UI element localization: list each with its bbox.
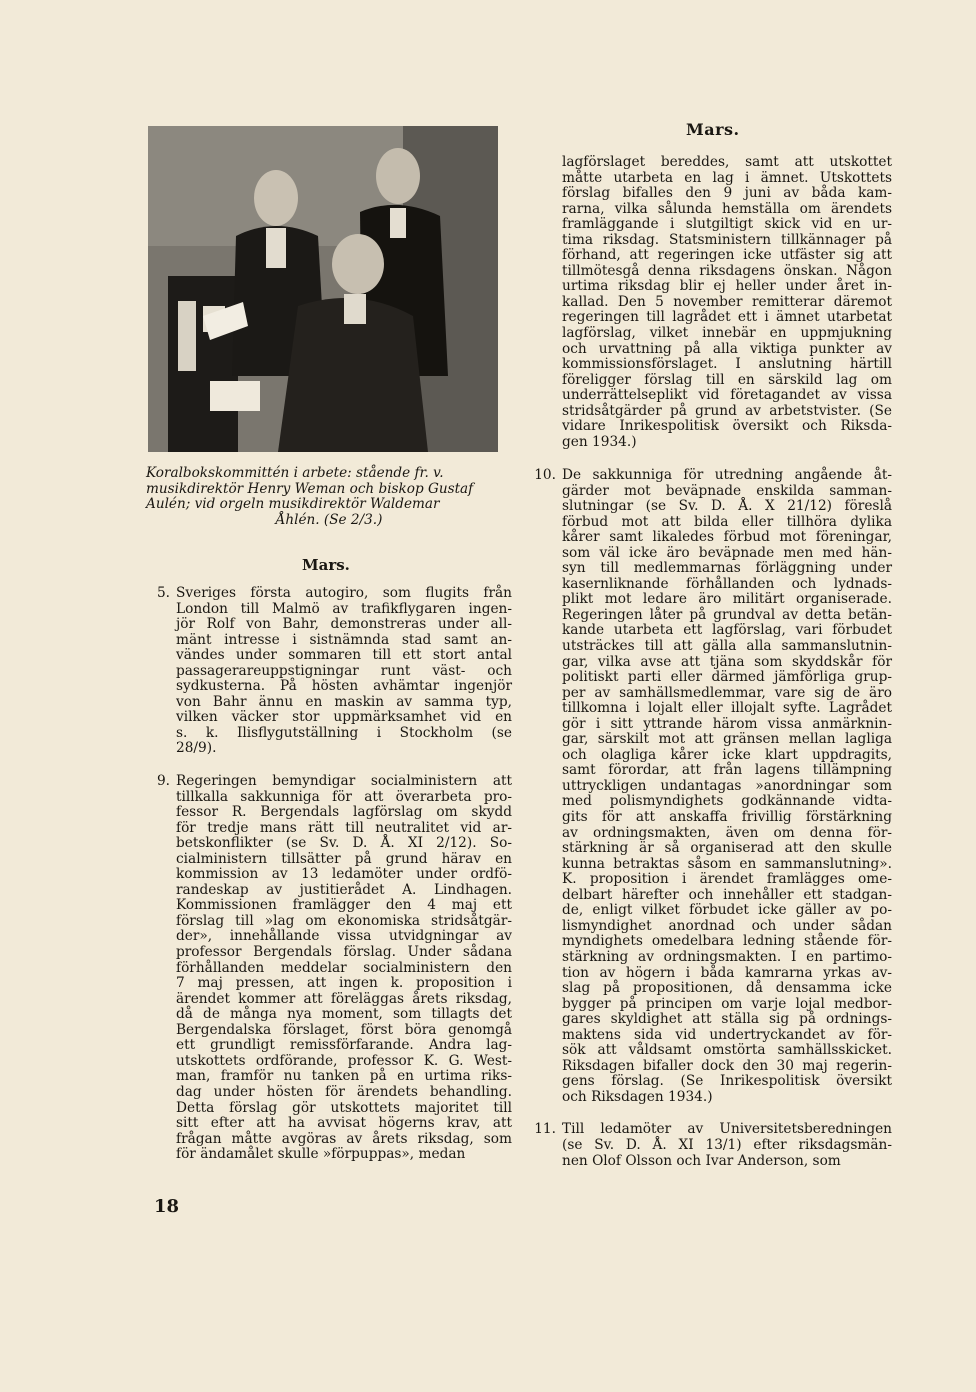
- text-line: för tredje mans rätt till neutralitet vid ar-: [176, 819, 512, 836]
- text-line: och Riksdagen 1934.): [562, 1088, 713, 1105]
- month-heading-left: Mars.: [302, 556, 350, 574]
- photo-caption: [146, 466, 512, 528]
- text-line: kommission av 13 ledamöter under ordfö-: [176, 866, 512, 883]
- text-line: fessor R. Bergendals lagförslag om skydd: [176, 804, 512, 821]
- caption-line: Åhlén. (Se 2/3.): [275, 511, 383, 528]
- text-line: professor Bergendals förslag. Under sådana: [176, 944, 512, 961]
- text-line: urtima riksdag blir ej heller under året in-: [562, 278, 892, 295]
- text-line: och urvattning på alla viktiga punkter av: [562, 340, 892, 357]
- text-line: gör i sitt yttrande härom vissa anmärknin-: [562, 715, 892, 732]
- text-line: stärkning av ordningsmakten. I en partimo-: [562, 948, 892, 965]
- text-line: maktens sida vid undertryckandet av för-: [562, 1026, 892, 1043]
- text-line: och olagliga kårer icke klart uppdragits,: [562, 746, 892, 763]
- text-line: sök att våldsamt omstörta samhällsskicket.: [562, 1042, 892, 1059]
- text-line: gar, vilka avse att tjäna som skyddskår för: [562, 653, 892, 670]
- text-line: 28/9).: [176, 740, 217, 757]
- text-line: med polismyndighets godkännande vidta-: [562, 793, 892, 810]
- text-line: mänt intresse i sistnämnda stad samt an-: [176, 631, 512, 648]
- text-line: kommissionsförslaget. I anslutning härtill: [562, 356, 892, 373]
- text-line: myndighets omedelbara ledning stående för-: [562, 933, 892, 950]
- entry-date: 9.: [156, 773, 170, 790]
- text-line: Till ledamöter av Universitetsberedningen: [562, 1121, 892, 1138]
- text-line: plikt mot ledare äro militärt organiserade.: [562, 591, 892, 608]
- entry: [156, 773, 512, 1163]
- text-line: s. k. Ilisflygutställning i Stockholm (se: [176, 724, 512, 741]
- text-line: vidare Inrikespolitisk översikt och Riksda-: [562, 418, 892, 435]
- text-line: jör Rolf von Bahr, demonstreras under all-: [176, 616, 512, 633]
- text-line: ärendet kommer att föreläggas årets riksdag,: [176, 990, 512, 1007]
- text-line: man, framför nu tanken på en urtima riks-: [176, 1068, 512, 1085]
- text-line: betskonflikter (se Sv. D. Å. XI 2/12). So-: [176, 835, 512, 852]
- text-line: London till Malmö av trafikflygaren ingen-: [176, 600, 512, 617]
- text-line: vändes under sommaren till ett stort antal: [176, 647, 512, 664]
- text-line: måtte utarbeta en lag i ämnet. Utskottets: [562, 169, 892, 186]
- text-line: gits för att anskaffa frivillig förstärkning: [562, 809, 892, 826]
- entry-date: 5.: [156, 585, 170, 601]
- text-line: kunna betraktas såsom en sammanslutning».: [562, 855, 892, 872]
- text-line: förslag bifalles den 9 juni av båda kam-: [562, 185, 892, 202]
- text-line: underrättelseplikt vid företagandet av vissa: [562, 387, 892, 404]
- text-line: slag på propositionen, då densamma icke: [562, 980, 892, 997]
- text-line: nen Olof Olsson och Ivar Anderson, som: [562, 1152, 841, 1169]
- text-line: tillkalla sakkunniga för att överarbeta pro-: [176, 788, 512, 805]
- committee-photo: [148, 126, 498, 452]
- text-line: gärder mot beväpnade enskilda samman-: [562, 482, 892, 499]
- right-column-continuation: [562, 155, 892, 450]
- text-line: Sveriges första autogiro, som flugits från: [176, 585, 512, 601]
- text-line: von Bahr ännu en maskin av samma typ,: [176, 693, 512, 710]
- text-line: slutningar (se Sv. D. Å. X 21/12) föreslå: [562, 498, 892, 515]
- text-line: Detta förslag gör utskottets majoritet till: [176, 1099, 512, 1116]
- text-line: (se Sv. D. Å. XI 13/1) efter riksdagsmän-: [562, 1136, 892, 1153]
- entry-date: 11.: [534, 1121, 556, 1138]
- text-line: kårer samt likaledes förbud mot föreningar,: [562, 529, 892, 546]
- entry: [156, 585, 512, 757]
- text-line: K. proposition i ärendet framlägges ome-: [562, 871, 892, 888]
- text-line: gens förslag. (Se Inrikespolitisk översikt: [562, 1073, 892, 1090]
- text-line: förhållanden meddelar socialministern den: [176, 959, 512, 976]
- text-line: av ordningsmakten, även om denna för-: [562, 824, 892, 841]
- text-line: lismyndighet anordnad och under sådan: [562, 917, 892, 934]
- text-line: regeringen till lagrådet ett i ämnet utarbetat: [562, 309, 892, 326]
- text-line: lagförslaget bereddes, samt att utskottet: [562, 154, 892, 170]
- text-line: Regeringen låter på grundval av detta betän-: [562, 606, 892, 623]
- text-line: förbud mot att bilda eller tillhöra dylika: [562, 513, 892, 530]
- text-line: stärkning är så organiserad att den skulle: [562, 840, 892, 857]
- text-line: tillkomna i lojalt eller illojalt syfte. Lagrådet: [562, 700, 892, 717]
- text-line: dag under hösten för ärendets behandling.: [176, 1083, 512, 1100]
- text-line: rarna, vilka sålunda hemställa om ärendets: [562, 200, 892, 217]
- entry-date: 10.: [534, 467, 556, 483]
- text-line: kallad. Den 5 november remitterar däremot: [562, 293, 892, 310]
- text-line: uttryckligen undantagas »anordningar som: [562, 777, 892, 794]
- caption-line: musikdirektör Henry Weman och biskop Gustaf: [146, 480, 474, 497]
- text-line: utsträckes till att gälla alla sammanslutnin-: [562, 638, 892, 655]
- photo-image: [148, 126, 498, 452]
- left-column: [156, 585, 512, 1180]
- text-line: Kommissionen framlägger den 4 maj ett: [176, 897, 512, 914]
- text-line: utskottets ordförande, professor K. G. West-: [176, 1052, 512, 1069]
- text-line: bygger på principen om varje lojal medbor-: [562, 995, 892, 1012]
- month-heading-right: Mars.: [686, 120, 740, 139]
- text-line: då de många nya moment, som tillagts det: [176, 1006, 512, 1023]
- text-line: kande utarbeta ett lagförslag, vari förbudet: [562, 622, 892, 639]
- text-line: gar, särskilt mot att gränsen mellan lagliga: [562, 731, 892, 748]
- text-line: kasernliknande förhållanden och lydnads-: [562, 575, 892, 592]
- text-line: gares skyldighet att ställa sig på ordnings-: [562, 1011, 892, 1028]
- text-line: tillmötesgå denna riksdagens önskan. Någon: [562, 262, 892, 279]
- right-column-entries: [534, 467, 892, 1186]
- text-line: framläggande i slutgiltigt skick vid en ur-: [562, 216, 892, 233]
- text-line: som väl icke äro beväpnade men med hän-: [562, 544, 892, 561]
- text-line: cialministern tillsätter på grund härav en: [176, 850, 512, 867]
- caption-line: Aulén; vid orgeln musikdirektör Waldemar: [146, 496, 440, 513]
- text-line: delbart härefter och innehåller ett stadgan-: [562, 886, 892, 903]
- text-line: föreligger förslag till en särskild lag om: [562, 371, 892, 388]
- text-line: Regeringen bemyndigar socialministern att: [176, 773, 512, 790]
- text-line: per av samhällsmedlemmar, vare sig de äro: [562, 684, 892, 701]
- text-line: syn till medlemmarnas förläggning under: [562, 560, 892, 577]
- text-line: sitt efter att ha avvisat högerns krav, att: [176, 1115, 512, 1132]
- text-line: samt förordar, att från lagens tillämpning: [562, 762, 892, 779]
- text-line: för ändamålet skulle »förpuppas», medan: [176, 1146, 466, 1163]
- text-line: ett grundligt remissförfarande. Andra lag-: [176, 1037, 512, 1054]
- text-line: Riksdagen bifaller dock den 30 maj regerin-: [562, 1057, 892, 1074]
- entry: [534, 467, 892, 1105]
- text-line: tima riksdag. Statsministern tillkännager på: [562, 231, 892, 248]
- text-line: passagerareuppstigningar runt väst- och: [176, 662, 512, 679]
- text-line: förhand, att regeringen icke utfäster sig att: [562, 247, 892, 264]
- text-line: gen 1934.): [562, 433, 637, 450]
- caption-line: Koralbokskommittén i arbete: stående fr. v.: [146, 465, 444, 481]
- text-line: frågan måtte avgöras av årets riksdag, som: [176, 1130, 512, 1147]
- page-number: 18: [154, 1196, 180, 1217]
- entry: [534, 1121, 892, 1169]
- text-line: 7 maj pressen, att ingen k. proposition i: [176, 975, 512, 992]
- text-line: sydkusterna. På hösten avhämtar ingenjör: [176, 678, 512, 695]
- text-line: Bergendalska förslaget, först böra genomgå: [176, 1021, 512, 1038]
- text-line: lagförslag, vilket innebär en uppmjukning: [562, 325, 892, 342]
- text-line: politiskt parti eller därmed jämförliga grup-: [562, 669, 892, 686]
- text-line: randeskap av justitierådet A. Lindhagen.: [176, 881, 512, 898]
- text-line: stridsåtgärder på grund av arbetstvister. (Se: [562, 402, 892, 419]
- text-line: vilken väcker stor uppmärksamhet vid en: [176, 709, 512, 726]
- text-line: de, enligt vilket förbudet icke gäller av po-: [562, 902, 892, 919]
- text-line: De sakkunniga för utredning angående åt-: [562, 467, 892, 483]
- text-line: der», innehållande vissa utvidgningar av: [176, 928, 512, 945]
- text-line: tion av högern i båda kamrarna yrkas av-: [562, 964, 892, 981]
- text-line: förslag till »lag om ekonomiska stridsåtgär-: [176, 912, 512, 929]
